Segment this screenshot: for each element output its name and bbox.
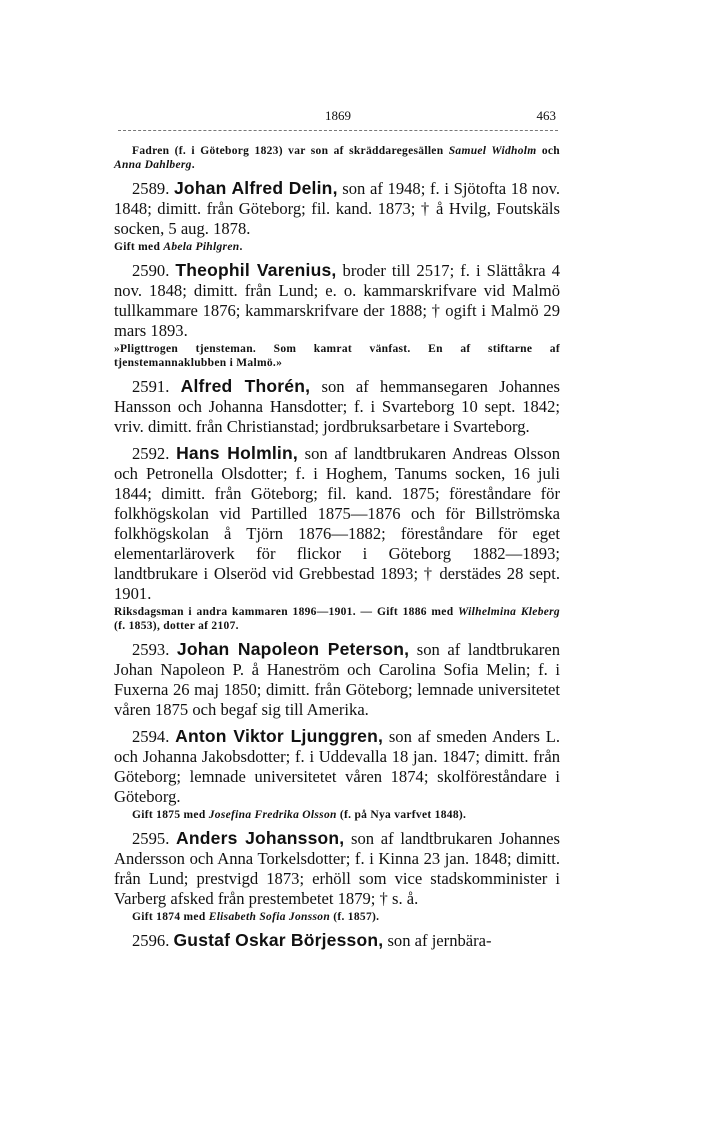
entry-name: Anton Viktor Ljunggren, bbox=[175, 726, 384, 746]
entry-note bbox=[114, 808, 560, 822]
page-header bbox=[118, 108, 558, 131]
entry-name: Hans Holmlin, bbox=[176, 443, 298, 463]
entry-body: son af jernbära- bbox=[383, 931, 492, 950]
entry-number: 2590. bbox=[132, 261, 170, 280]
note-text: (f. på Nya varfvet 1848). bbox=[336, 809, 467, 821]
entry-number: 2592. bbox=[132, 444, 170, 463]
entry-2594 bbox=[114, 726, 560, 822]
entry-body: son af landtbrukaren Johannes Andersson och Anna Torkelsdotter; f. i Kinna 23 jan. 1848; dimitt. från Lund; prestvigd 1873; erhöll som vice stadskomminister i Varberg afsked från prestembetet 1879; † s. å. bbox=[114, 829, 560, 908]
note-name: Josefina Fredrika Olsson bbox=[208, 809, 337, 821]
entry-body: broder till 2517; f. i Slättåkra 4 nov. 1848; dimitt. från Lund; e. o. kammarskrifvare vid Malmö tullkammare 1876; kammarskrifvare der 1888; † ogift i Malmö 29 mars 1893. bbox=[114, 261, 560, 340]
note-name: Elisabeth Sofia Jonsson bbox=[208, 911, 331, 923]
entry-text bbox=[114, 930, 560, 951]
entry-note bbox=[114, 605, 560, 633]
entry-text bbox=[114, 443, 560, 604]
note-text: . bbox=[239, 241, 243, 253]
entry-name: Johan Napoleon Peterson, bbox=[176, 639, 410, 659]
preface-note bbox=[114, 144, 560, 172]
note-name: Wilhelmina Kleberg bbox=[458, 606, 560, 618]
preface-text: och bbox=[536, 145, 560, 157]
entry-text bbox=[114, 828, 560, 909]
note-text: Gift 1874 med bbox=[132, 911, 209, 923]
preface-text: Fadren (f. i Göteborg 1823) var son af skräddaregesällen bbox=[132, 145, 449, 157]
entry-number: 2596. bbox=[132, 931, 170, 950]
note-text: (f. 1857). bbox=[330, 911, 380, 923]
page-number: 463 bbox=[536, 108, 556, 123]
entry-note: »Pligttrogen tjensteman. Som kamrat vänfast. En af stiftarne af tjenstemannaklubben i Malmö.» bbox=[114, 343, 560, 369]
entry-text bbox=[114, 639, 560, 720]
note-text: Gift 1875 med bbox=[132, 809, 209, 821]
entry-body: son af landtbrukaren Johan Napoleon P. å Haneström och Carolina Sofia Melin; f. i Fuxerna 26 maj 1850; dimitt. från Göteborg; lemnade universitetet våren 1875 och begaf sig till Amerika. bbox=[114, 640, 560, 719]
entry-2596 bbox=[114, 930, 560, 951]
entry-number: 2591. bbox=[132, 377, 170, 396]
entry-2593 bbox=[114, 639, 560, 720]
note-name: Abela Pihlgren bbox=[163, 241, 240, 253]
entry-name: Anders Johansson, bbox=[176, 828, 345, 848]
entry-number: 2593. bbox=[132, 640, 170, 659]
entry-text bbox=[114, 178, 560, 239]
entry-name: Theophil Varenius, bbox=[175, 260, 337, 280]
entry-body: son af landtbrukaren Andreas Olsson och Petronella Olsdotter; f. i Hoghem, Tanums socken, 16 juli 1844; dimitt. från Göteborg; fil. kand. 1875; föreståndare för folkhögskolan vid Partilled 1875—1876 och för Billströmska folkhögskolan å Tjörn 1876—1882; föreståndare för eget elementarläroverk för flickor i Göteborg 1882—1893; landtbrukare i Olseröd vid Grebbestad 1893; † derstädes 28 sept. 1901. bbox=[114, 444, 561, 603]
entry-name: Gustaf Oskar Börjesson, bbox=[173, 930, 384, 950]
entry-note bbox=[114, 240, 560, 254]
entry-text bbox=[114, 726, 560, 807]
entry-text bbox=[114, 260, 560, 341]
entry-number: 2589. bbox=[132, 179, 170, 198]
entry-2595 bbox=[114, 828, 560, 924]
entry-name: Johan Alfred Delin, bbox=[174, 178, 338, 198]
entry-number: 2595. bbox=[132, 829, 170, 848]
preface-name: Anna Dahlberg bbox=[114, 159, 192, 171]
entry-body: son af 1948; f. i Sjötofta 18 nov. 1848; dimitt. från Göteborg; fil. kand. 1873; † å Hvilg, Foutskäls socken, 5 aug. 1878. bbox=[114, 179, 560, 238]
preface-text: . bbox=[191, 159, 195, 171]
note-text: Gift med bbox=[114, 241, 164, 253]
entry-note bbox=[114, 910, 560, 924]
entry-number: 2594. bbox=[132, 727, 170, 746]
entry-name: Alfred Thorén, bbox=[180, 376, 311, 396]
note-text: (f. 1853), dotter af 2107. bbox=[114, 620, 239, 632]
entry-2589 bbox=[114, 178, 560, 254]
entry-2590 bbox=[114, 260, 560, 370]
preface-name: Samuel Widholm bbox=[448, 145, 537, 157]
page-content bbox=[114, 144, 560, 951]
header-year: 1869 bbox=[325, 108, 351, 123]
entry-body: son af hemmansegaren Johannes Hansson och Johanna Hansdotter; f. i Svarteborg 10 sept. 1842; vriv. dimitt. från Christianstad; jordbruksarbetare i Svarteborg. bbox=[114, 377, 560, 436]
entry-text bbox=[114, 376, 560, 437]
entry-body: son af smeden Anders L. och Johanna Jakobsdotter; f. i Uddevalla 18 jan. 1847; dimitt. från Göteborg; lemnade universitetet våren 1874; skolföreståndare i Göteborg. bbox=[114, 727, 560, 806]
note-text: Riksdagsman i andra kammaren 1896—1901. — Gift 1886 med bbox=[114, 606, 459, 618]
entry-2591 bbox=[114, 376, 560, 437]
entry-2592 bbox=[114, 443, 560, 633]
